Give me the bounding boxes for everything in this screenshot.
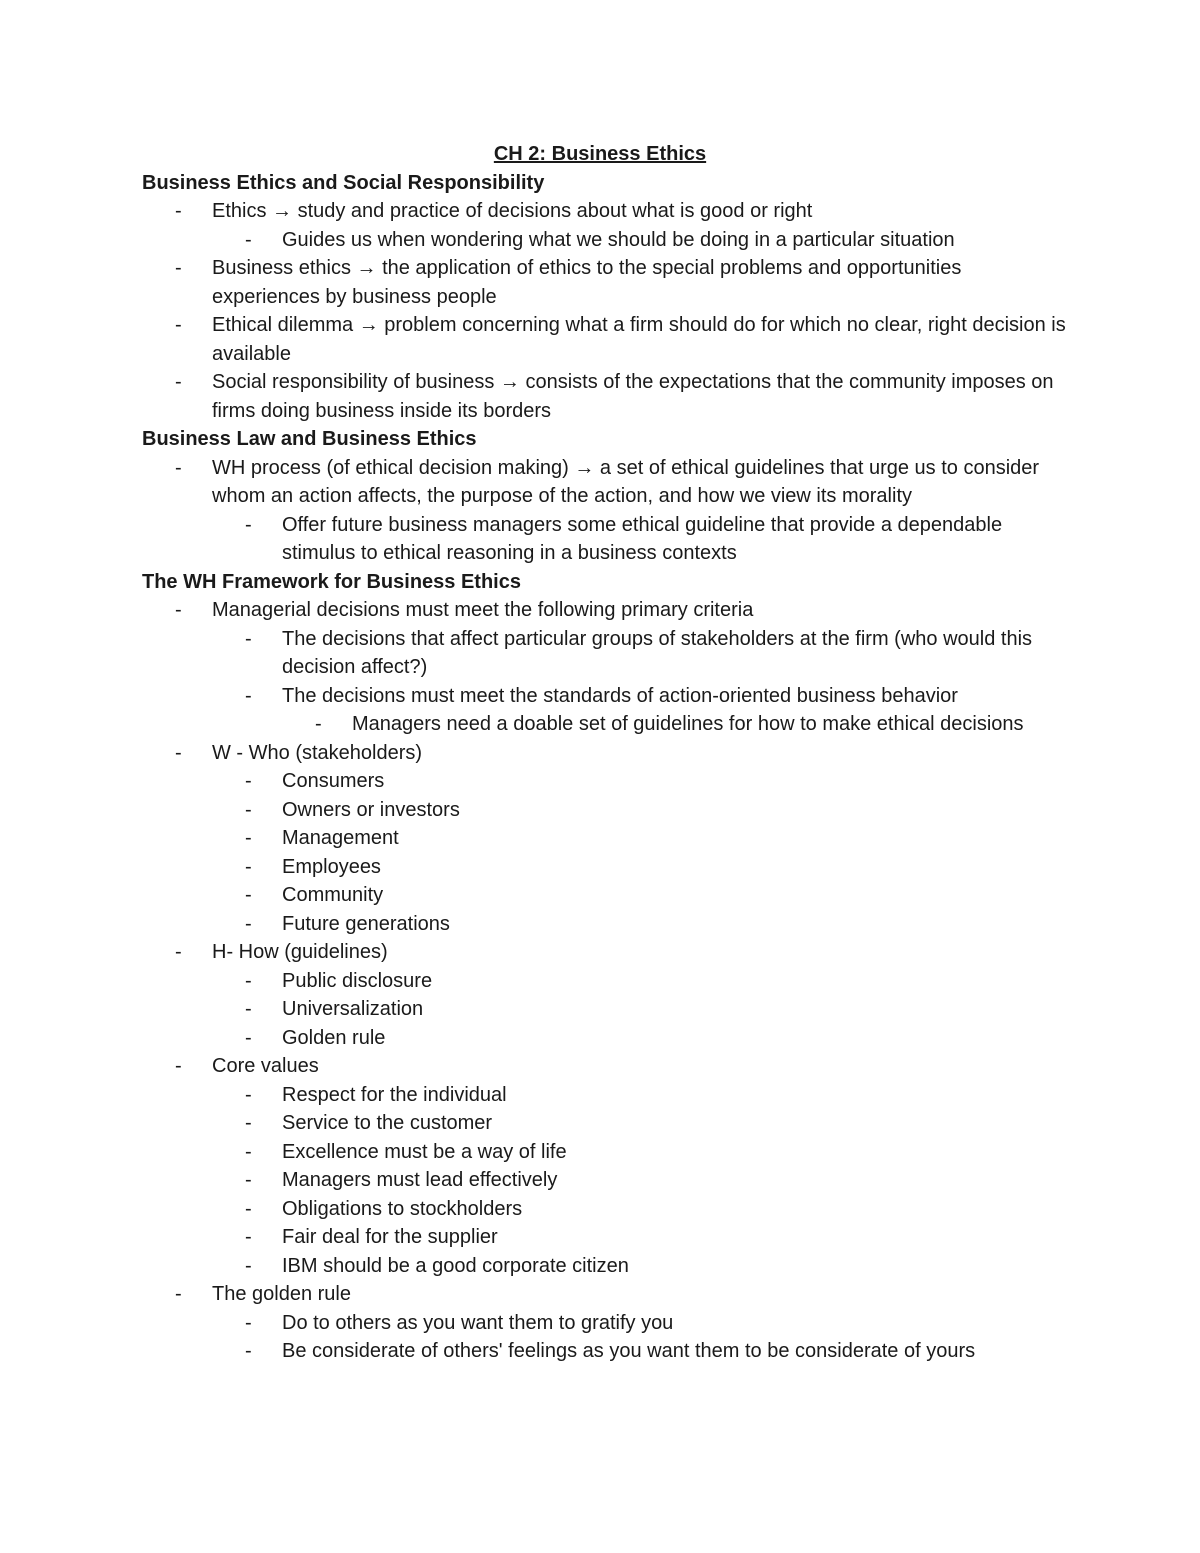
- list-item: [282, 881, 1072, 910]
- list-item-text: Ethics → study and practice of decisions about what is good or right: [212, 200, 813, 222]
- list-item-text: Employees: [282, 855, 381, 878]
- list-item: [282, 796, 1072, 825]
- list-item: [282, 967, 1072, 996]
- list-item-text: The golden rule: [212, 1283, 351, 1305]
- document-title: CH 2: Business Ethics: [493, 143, 707, 165]
- list-item-text: Fair deal for the supplier: [282, 1226, 498, 1248]
- list-item: [282, 1309, 1072, 1338]
- list-item-text: Future generations: [282, 912, 450, 935]
- list-item-text: Ethical dilemma → problem concerning what a firm should do for which no clear, right decision is available: [212, 314, 1066, 365]
- bullet-list-level-2: [212, 767, 1072, 938]
- list-item-text: Respect for the individual: [282, 1083, 507, 1106]
- list-item: [282, 625, 1072, 682]
- list-item: [282, 824, 1072, 853]
- list-item-text: The decisions must meet the standards of action-oriented business behavior: [282, 684, 958, 707]
- list-item: [282, 910, 1072, 939]
- list-item: [282, 1195, 1072, 1224]
- list-item-text: Do to others as you want them to gratify you: [282, 1311, 674, 1334]
- bullet-list-level-2: [212, 967, 1072, 1053]
- list-item-text: Golden rule: [282, 1026, 386, 1049]
- list-item: [212, 454, 1072, 568]
- list-item: [282, 1337, 1072, 1366]
- list-item: [352, 710, 1072, 739]
- list-item: [282, 511, 1072, 568]
- bullet-list-level-1: [142, 454, 1072, 568]
- bullet-list-level-2: [212, 1081, 1072, 1281]
- list-item: [282, 1252, 1072, 1281]
- list-item: [212, 596, 1072, 739]
- list-item-text: Universalization: [282, 998, 424, 1020]
- list-item: [282, 226, 1072, 255]
- bullet-list-level-3: [282, 710, 1072, 739]
- list-item-text: H- How (guidelines): [212, 941, 388, 963]
- list-item-text: Offer future business managers some ethical guideline that provide a dependable stimulus to ethical reasoning in a business contexts: [282, 513, 1003, 564]
- list-item-text: Social responsibility of business → consists of the expectations that the community imposes on firms doing business inside its borders: [212, 371, 1054, 422]
- section-heading: The WH Framework for Business Ethics: [142, 570, 521, 593]
- list-item: [212, 739, 1072, 939]
- list-item: [282, 1138, 1072, 1167]
- section-heading: Business Law and Business Ethics: [142, 428, 477, 450]
- list-item-text: WH process (of ethical decision making) → a set of ethical guidelines that urge us to consider whom an action affects, the purpose of the action, and how we view its morality: [212, 456, 1040, 507]
- bullet-list-level-2: [212, 625, 1072, 739]
- list-item-text: Core values: [212, 1055, 319, 1077]
- bullet-list-level-2: [212, 226, 1072, 255]
- list-item-text: Management: [282, 827, 399, 849]
- list-item: [212, 197, 1072, 254]
- list-item-text: Consumers: [282, 770, 385, 792]
- list-item-text: Managers must lead effectively: [282, 1169, 558, 1191]
- list-item-text: Public disclosure: [282, 969, 433, 992]
- list-item-text: Managerial decisions must meet the following primary criteria: [212, 599, 754, 621]
- bullet-list-level-1: [142, 197, 1072, 425]
- list-item: [282, 1223, 1072, 1252]
- list-item-text: Business ethics → the application of ethics to the special problems and opportunities experiences by business people: [212, 257, 962, 308]
- list-item-text: Service to the customer: [282, 1112, 493, 1134]
- list-item: [282, 682, 1072, 739]
- list-item-text: Owners or investors: [282, 798, 460, 821]
- list-item: [212, 1052, 1072, 1280]
- list-item: [282, 767, 1072, 796]
- bullet-list-level-1: [142, 596, 1072, 1366]
- list-item: [282, 995, 1072, 1024]
- bullet-list-level-2: [212, 511, 1072, 568]
- list-item: [282, 853, 1072, 882]
- list-item-text: W - Who (stakeholders): [212, 741, 423, 764]
- list-item: [212, 254, 1072, 311]
- list-item: [212, 938, 1072, 1052]
- list-item: [212, 1280, 1072, 1366]
- list-item: [212, 311, 1072, 368]
- list-item: [282, 1166, 1072, 1195]
- list-item-text: IBM should be a good corporate citizen: [282, 1254, 629, 1277]
- list-item-text: Excellence must be a way of life: [282, 1140, 567, 1163]
- bullet-list-level-2: [212, 1309, 1072, 1366]
- list-item-text: Guides us when wondering what we should be doing in a particular situation: [282, 228, 955, 251]
- list-item: [212, 368, 1072, 425]
- list-item-text: Be considerate of others' feelings as you want them to be considerate of yours: [282, 1340, 976, 1362]
- list-item: [282, 1081, 1072, 1110]
- sections-container: [142, 169, 1072, 1366]
- section-heading: Business Ethics and Social Responsibility: [142, 171, 545, 194]
- list-item-text: Community: [282, 884, 384, 906]
- list-item-text: Managers need a doable set of guidelines for how to make ethical decisions: [352, 713, 1024, 735]
- list-item: [282, 1109, 1072, 1138]
- list-item-text: The decisions that affect particular groups of stakeholders at the firm (who would this decision affect?): [282, 627, 1033, 678]
- document-body: [142, 140, 1072, 1366]
- list-item-text: Obligations to stockholders: [282, 1197, 523, 1220]
- list-item: [282, 1024, 1072, 1053]
